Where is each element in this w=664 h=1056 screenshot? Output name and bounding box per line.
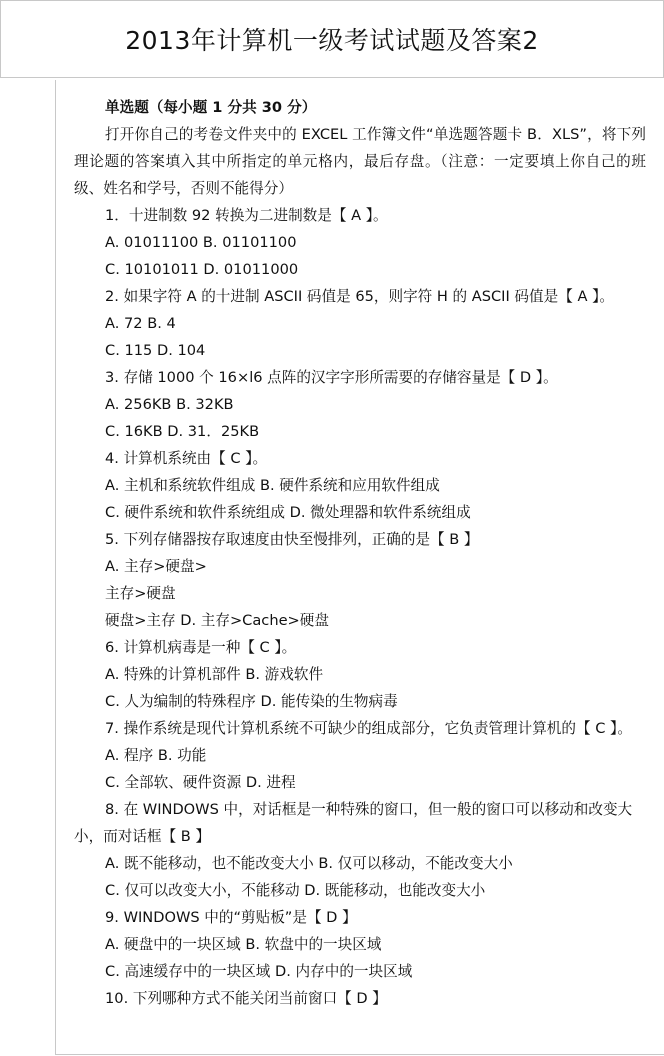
text-line: 主存>硬盘 xyxy=(105,585,176,602)
text-line: 10. 下列哪种方式不能关闭当前窗口【 D 】 xyxy=(105,990,387,1007)
text-line: A. 256KB B. 32KB xyxy=(105,396,234,413)
text-line: 9. WINDOWS 中的“剪贴板”是【 D 】 xyxy=(105,909,357,926)
question-lines xyxy=(74,202,646,1012)
text-line: C. 全部软、硬件资源 D. 进程 xyxy=(105,774,296,791)
text-line: A. 01011100 B. 01101100 xyxy=(105,234,297,251)
text-line: C. 硬件系统和软件系统组成 D. 微处理器和软件系统组成 xyxy=(105,504,471,521)
text-line: 1．十进制数 92 转换为二进制数是【 A 】。 xyxy=(105,207,388,224)
text-line: A. 既不能移动，也不能改变大小 B. 仅可以移动，不能改变大小 xyxy=(105,855,513,872)
text-line: 6. 计算机病毒是一种【 C 】。 xyxy=(105,639,297,656)
text-line: 3. 存储 1000 个 16×l6 点阵的汉字字形所需要的存储容量是【 D 】。 xyxy=(105,369,558,386)
document-content xyxy=(74,94,646,1012)
text-line: 4. 计算机系统由【 C 】。 xyxy=(105,450,268,467)
text-line: C. 115 D. 104 xyxy=(105,342,206,359)
text-line: C. 高速缓存中的一块区域 D. 内存中的一块区域 xyxy=(105,963,413,980)
text-line: C. 仅可以改变大小，不能移动 D. 既能移动，也能改变大小 xyxy=(105,882,486,899)
text-line: C. 人为编制的特殊程序 D. 能传染的生物病毒 xyxy=(105,693,398,710)
text-line: A. 硬盘中的一块区域 B. 软盘中的一块区域 xyxy=(105,936,382,953)
text-line: A. 特殊的计算机部件 B. 游戏软件 xyxy=(105,666,324,683)
text-line: 2. 如果字符 A 的十进制 ASCII 码值是 65，则字符 H 的 ASCII 码值是【 A 】。 xyxy=(105,288,614,305)
text-line: 5. 下列存储器按存取速度由快至慢排列，正确的是【 B 】 xyxy=(105,531,479,548)
text-line: 硬盘>主存 D. 主存>Cache>硬盘 xyxy=(105,612,329,629)
section-heading: 单选题（每小题 1 分共 30 分） xyxy=(105,99,317,116)
text-line: A. 主存>硬盘> xyxy=(105,558,207,575)
question-8: 8. 在 WINDOWS 中，对话框是一种特殊的窗口，但一般的窗口可以移动和改变大小，而对话框【 B 】 xyxy=(74,801,633,845)
intro-paragraph: 打开你自己的考卷文件夹中的 EXCEL 工作簿文件“单选题答题卡 B．XLS”，将下列理论题的答案填入其中所指定的单元格内，最后存盘。（注意：一定要填上你自己的班级、姓名和学号，否则不能得分） xyxy=(74,126,646,197)
title-box xyxy=(0,0,664,78)
text-line: C. 10101011 D. 01011000 xyxy=(105,261,299,278)
question-7: 7. 操作系统是现代计算机系统不可缺少的组成部分，它负责管理计算机的【 C 】。 xyxy=(105,720,632,737)
text-line: C. 16KB D. 31．25KB xyxy=(105,423,260,440)
text-line: A. 主机和系统软件组成 B. 硬件系统和应用软件组成 xyxy=(105,477,440,494)
text-line: A. 72 B. 4 xyxy=(105,315,176,332)
document-title: 2013年计算机一级考试试题及答案2 xyxy=(125,26,539,55)
text-line: A. 程序 B. 功能 xyxy=(105,747,207,764)
